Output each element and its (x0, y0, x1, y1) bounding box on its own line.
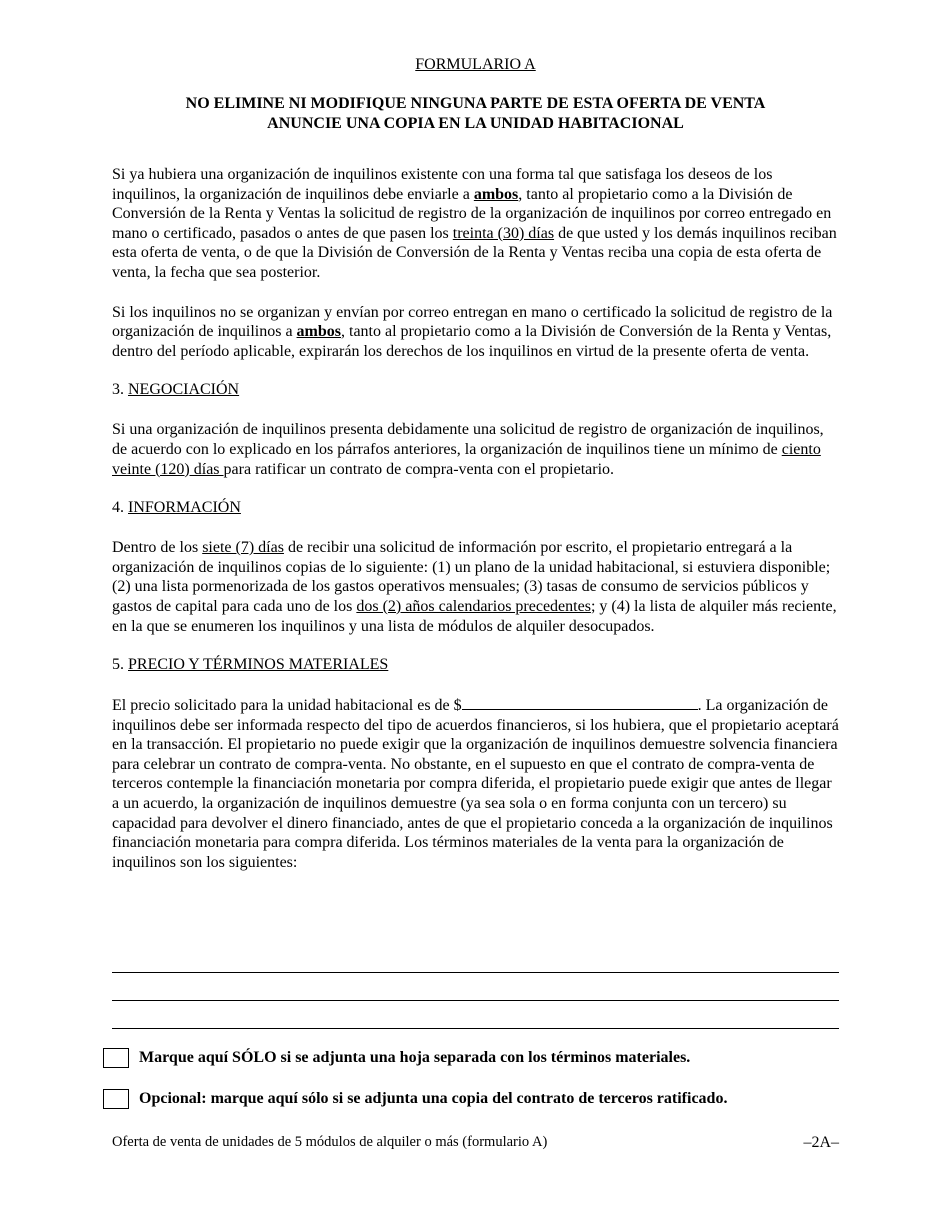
third-party-contract-checkbox[interactable] (103, 1089, 129, 1109)
section-3-number: 3. (112, 381, 124, 399)
sec3-text-a: Si una organización de inquilinos presenta debidamente una solicitud de registro de organización de inquilinos, de acuerdo con lo explicado en los párrafos anteriores, la organización de inquilinos tiene un mínimo de (112, 421, 824, 458)
sec4-text-b: de recibir una solicitud de información por escrito, el propietario entregará a la organización de inquilinos copias de lo siguiente: (1) un plano de la unidad habitacional, si estuviera disponible; (2) una lista pormenorizada de los gastos operativos mensuales; (3) tasas de consumo de servicios públicos y gastos de capital para cada uno de los (112, 539, 831, 615)
sec4-text-c: ; y (4) la lista de alquiler más reciente, en la que se enumeren los inquilinos y una lista de módulos de alquiler desocupados. (112, 597, 837, 635)
paragraph-existing-organization (112, 165, 839, 283)
section-3-heading (112, 380, 839, 400)
separate-sheet-label: Marque aquí SÓLO si se adjunta una hoja separada con los términos materiales. (139, 1049, 691, 1066)
section-3-title: NEGOCIACIÓN (128, 381, 240, 399)
para2-text-b: , tanto al propietario como a la División de Conversión de la Renta y Ventas, dentro del período aplicable, expirarán los derechos de los inquilinos en virtud de la presente oferta de venta. (112, 323, 832, 360)
para1-thirty-days: treinta (30) días (452, 224, 555, 242)
section-4-number: 4. (112, 499, 124, 517)
section-3-body (112, 420, 839, 479)
checkbox-row-third-party-contract (103, 1089, 727, 1109)
para1-text-a: Si ya hubiera una organización de inquilinos existente con una forma tal que satisfaga los deseos de los inquilinos, la organización de inquilinos debe enviarle a (112, 166, 773, 203)
footer-form-description: Oferta de venta de unidades de 5 módulos de alquiler o más (formulario A) (112, 1134, 548, 1150)
warning-line-2: ANUNCIE UNA COPIA EN LA UNIDAD HABITACIONAL (267, 115, 684, 132)
section-4-heading (112, 498, 839, 518)
para2-text-a: Si los inquilinos no se organizan y envían por correo entregan en mano o certificado la solicitud de registro de la organización de inquilinos a (112, 303, 833, 341)
material-terms-line-3[interactable] (112, 1028, 839, 1029)
material-terms-line-1[interactable] (112, 972, 839, 973)
sec3-120-days: ciento veinte (120) días (112, 440, 821, 478)
separate-sheet-checkbox[interactable] (103, 1048, 129, 1068)
sec5-text-a: El precio solicitado para la unidad habitacional es de $ (112, 697, 462, 715)
sec4-two-years: dos (2) años calendarios precedentes (356, 597, 591, 615)
sec4-seven-days: siete (7) días (202, 539, 284, 557)
para1-text-b: , tanto al propietario como a la División de Conversión de la Renta y Ventas la solicitud de registro de la organización de inquilinos por correo entregado en mano o certificado, pasados o antes de que pasen los (112, 185, 832, 242)
section-4-title: INFORMACIÓN (128, 499, 241, 517)
section-5-body (112, 695, 839, 872)
sec4-text-a: Dentro de los (112, 539, 203, 557)
material-terms-line-2[interactable] (112, 1000, 839, 1001)
page-number: –2A– (803, 1134, 839, 1151)
page-footer (112, 1134, 839, 1152)
warning-heading (112, 94, 839, 134)
sec5-text-b: . La organización de inquilinos debe ser informada respecto del tipo de acuerdos financieros, si los hubiera, que el propietario aceptará en la transacción. El propietario no puede exigir que la organización de inquilinos demuestre solvencia financiera para celebrar un contrato de compra-venta. No obstante, en el supuesto en que el contrato de compra-venta de terceros contemple la financiación monetaria por compra diferida, el propietario puede exigir que antes de llegar a un acuerdo, la organización de inquilinos demuestre (ya sea sola o en forma conjunta con un tercero) su capacidad para devolver el dinero financiado, antes de que el propietario conceda a la organización de inquilinos financiación monetaria para compra diferida. Los términos materiales de la venta para la organización de inquilinos son los siguientes: (112, 697, 839, 871)
checkbox-row-separate-sheet (103, 1048, 690, 1068)
sec3-text-b: para ratificar un contrato de compra-venta con el propietario. (223, 460, 615, 478)
section-5-number: 5. (112, 656, 124, 674)
para2-ambos: ambos (296, 323, 341, 341)
section-5-title: PRECIO Y TÉRMINOS MATERIALES (128, 656, 389, 674)
warning-line-1: NO ELIMINE NI MODIFIQUE NINGUNA PARTE DE ESTA OFERTA DE VENTA (185, 95, 766, 112)
paragraph-not-organized (112, 303, 839, 362)
section-5-heading (112, 655, 839, 675)
para1-text-c: de que usted y los demás inquilinos reciban esta oferta de venta, o de que la División de Conversión de la Renta y Ventas reciba una copia de esta oferta de venta, la fecha que sea posterior. (112, 224, 837, 281)
document-page (112, 54, 839, 872)
form-title: FORMULARIO A (415, 56, 536, 73)
price-blank-field[interactable] (462, 695, 698, 710)
section-4-body (112, 538, 839, 636)
para1-ambos: ambos (473, 185, 519, 203)
third-party-contract-label: Opcional: marque aquí sólo si se adjunta una copia del contrato de terceros ratificado. (139, 1090, 728, 1107)
